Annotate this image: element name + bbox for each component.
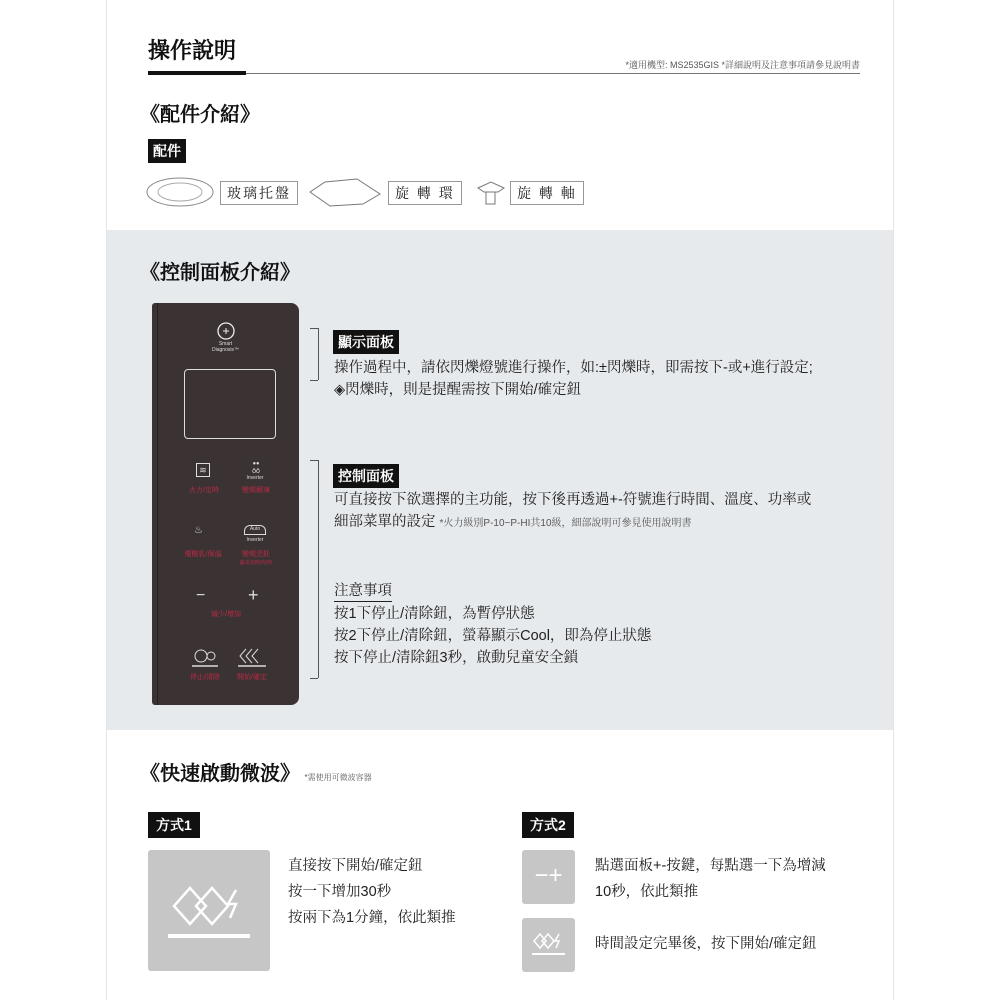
note-line: 按1下停止/清除鈕，為暫停狀態	[334, 606, 535, 622]
bracket-tick	[310, 678, 318, 679]
note-line: 按2下停止/清除鈕，螢幕顯示Cool，即為停止狀態	[334, 628, 652, 644]
controls-line-1: 可直接按下欲選擇的主功能，按下後再透過+-符號進行時間、溫度、功率或	[334, 492, 812, 508]
glass-tray-label: 玻璃托盤	[220, 181, 298, 205]
minus-plus-icon: −+	[522, 850, 575, 904]
power-timer-button[interactable]: 火力/定時	[189, 487, 219, 494]
inverter-defrost-button[interactable]: 變頻解凍	[242, 487, 270, 494]
stop-clear-icon[interactable]	[192, 647, 218, 669]
bracket-tick	[310, 328, 318, 329]
method1-line: 按兩下為1分鐘，依此類推	[288, 910, 456, 926]
display-screen	[184, 369, 276, 439]
controls-line-2: 細部菜單的設定 *火力級別P-10~P-HI共10級，細部說明可參見使用說明書	[334, 514, 692, 530]
controls-tag: 控制面板	[333, 464, 399, 488]
display-line-2: ◈閃爍時，則是提醒需按下開始/確定鈕	[334, 382, 582, 398]
start-small-illustration	[522, 918, 575, 972]
yogurt-warm-button[interactable]: 優酪乳/保溫	[184, 551, 222, 558]
controls-bracket	[318, 460, 319, 678]
model-note: *適用機型: MS2535GIS *詳細說明及注意事項請參見說明書	[625, 60, 860, 70]
method1-line: 直接按下開始/確定鈕	[288, 858, 423, 874]
controls-note: *火力級別P-10~P-HI共10級，細部說明可參見使用說明書	[439, 518, 692, 529]
yogurt-warm-icon: ♨	[194, 525, 203, 536]
control-heading: 《控制面板介紹》	[140, 262, 300, 284]
method1-line: 按一下增加30秒	[288, 884, 392, 900]
start-button-illustration	[148, 850, 270, 971]
plus-button[interactable]: +	[248, 585, 259, 605]
display-tag: 顯示面板	[333, 330, 399, 354]
rotating-shaft-label: 旋 轉 軸	[510, 181, 584, 205]
smart-diagnosis-icon	[216, 321, 236, 341]
power-timer-icon: ≋	[196, 463, 210, 477]
note-line: 按下停止/清除鈕3秒，啟動兒童安全鎖	[334, 650, 579, 666]
method2-tag: 方式2	[522, 812, 574, 838]
microwave-control-panel	[152, 303, 299, 705]
start-confirm-button[interactable]: 開始/確定	[237, 674, 267, 681]
bracket-tick	[310, 380, 318, 381]
start-confirm-icon[interactable]	[238, 647, 266, 669]
method1-tag: 方式1	[148, 812, 200, 838]
display-line-1: 操作過程中，請依閃爍燈號進行操作，如:±閃爍時，即需按下-或+進行設定;	[334, 360, 813, 376]
inverter-cook-sub: 蔬菜加熱/肉/魚	[239, 560, 273, 566]
accessories-tag: 配件	[148, 139, 186, 163]
inverter-cook-button[interactable]: 變頻烹飪	[242, 551, 270, 558]
diagnosis-text: Diagnosis™	[212, 347, 239, 353]
inverter-text: Inverter	[246, 475, 264, 481]
method2-step1	[595, 853, 826, 905]
notes-title: 注意事項	[334, 581, 392, 602]
rotating-ring-icon	[305, 174, 385, 210]
auto-cook-icon: Auto	[244, 525, 266, 535]
display-bracket	[318, 328, 319, 380]
start-icon	[148, 850, 270, 971]
method2-step2: 時間設定完畢後，按下開始/確定鈕	[595, 936, 817, 952]
title-underline	[148, 71, 246, 75]
defrost-icon: ꔷꔷ ōō	[252, 461, 260, 475]
rotating-ring-label: 旋 轉 環	[388, 181, 462, 205]
smart-text: Smart	[218, 341, 233, 347]
glass-tray-icon	[145, 176, 215, 208]
accessories-heading: 《配件介紹》	[140, 104, 260, 126]
header-rule	[246, 73, 860, 74]
page-title: 操作說明	[148, 38, 237, 63]
inverter-text-2: Inverter	[246, 537, 264, 543]
start-small-icon	[522, 918, 575, 972]
minus-plus-label: 減少/增加	[211, 611, 241, 618]
method1-text	[288, 853, 456, 931]
rotating-shaft-icon	[474, 178, 508, 208]
minus-button[interactable]: −	[196, 587, 206, 604]
stop-clear-button[interactable]: 停止/清除	[190, 674, 220, 681]
method2-line: 10秒，依此類推	[595, 884, 699, 900]
bracket-tick	[310, 460, 318, 461]
quick-heading: 《快速啟動微波》 *需使用可微波容器	[140, 763, 372, 785]
method2-line: 點選面板+-按鍵，每點選一下為增減	[595, 858, 826, 874]
quick-note: *需使用可微波容器	[304, 773, 372, 782]
